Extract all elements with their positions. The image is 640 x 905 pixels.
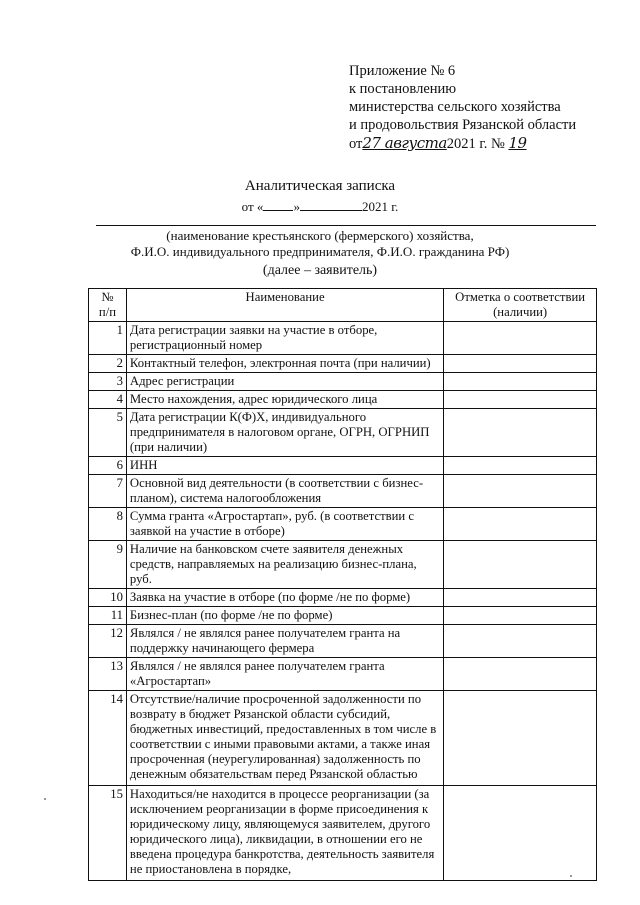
- row-mark-cell[interactable]: [444, 355, 597, 373]
- scan-speck: [44, 798, 46, 800]
- header-mark: Отметка о соответствии (наличии): [444, 289, 597, 322]
- row-name: Наличие на банковском счете заявителя денежных средств, направляемых на реализацию бизнес-плана, руб.: [126, 541, 443, 589]
- table-row: [89, 691, 597, 786]
- caption-line: (далее – заявитель): [262, 263, 378, 278]
- row-name: Место нахождения, адрес юридического лица: [126, 391, 443, 409]
- table-row: [89, 786, 597, 881]
- appendix-header: [349, 62, 576, 153]
- table-row: [89, 409, 597, 457]
- header-num-label: № п/п: [98, 290, 117, 319]
- appendix-line: к постановлению: [349, 81, 457, 97]
- row-name: Сумма гранта «Агростартап», руб. (в соответствии с заявкой на участие в отборе): [126, 508, 443, 541]
- appendix-line: Приложение № 6: [349, 63, 456, 79]
- scan-speck: [570, 875, 572, 877]
- row-name: Дата регистрации К(Ф)Х, индивидуального предпринимателя в налоговом органе, ОГРН, ОГРНИП (при наличии): [126, 409, 443, 457]
- appendix-line: министерства сельского хозяйства: [349, 99, 561, 115]
- row-mark-cell[interactable]: [444, 589, 597, 607]
- name-fill-line: [96, 225, 596, 226]
- table-row: [89, 355, 597, 373]
- date-suffix: 2021 г. №: [446, 136, 505, 152]
- row-name: Являлся / не являлся ранее получателем гранта на поддержку начинающего фермера: [126, 625, 443, 658]
- appendix-line: и продовольствия Рязанской области: [349, 117, 577, 133]
- row-mark-cell[interactable]: [444, 475, 597, 508]
- row-mark-cell[interactable]: [444, 607, 597, 625]
- document-date-line: [0, 198, 640, 215]
- row-number: 7: [89, 475, 127, 508]
- table-row: [89, 475, 597, 508]
- table-row: [89, 322, 597, 355]
- header-name: Наименование: [126, 289, 443, 322]
- row-number: 10: [89, 589, 127, 607]
- row-number: 2: [89, 355, 127, 373]
- row-name: Заявка на участие в отборе (по форме /не по форме): [126, 589, 443, 607]
- row-name: Отсутствие/наличие просроченной задолженности по возврату в бюджет Рязанской области субсидий, бюджетных инвестиций, предоставленных в том числе в соответствии с иными правовыми актами, а также иная просроченная (неурегулированная) задолженность по денежным обязательствам перед Рязанской областью: [126, 691, 443, 786]
- analysis-table: [88, 288, 597, 881]
- caption-line: (наименование крестьянского (фермерского) хозяйства,: [166, 228, 474, 243]
- row-name: Являлся / не являлся ранее получателем гранта «Агростартап»: [126, 658, 443, 691]
- row-number: 15: [89, 786, 127, 881]
- row-name: Основной вид деятельности (в соответствии с бизнес-планом), система налогообложения: [126, 475, 443, 508]
- table-row: [89, 391, 597, 409]
- table-row: [89, 541, 597, 589]
- row-mark-cell[interactable]: [444, 373, 597, 391]
- date-prefix: от: [349, 136, 363, 152]
- row-mark-cell[interactable]: [444, 786, 597, 881]
- handwritten-number: 19: [508, 134, 527, 152]
- row-name: Дата регистрации заявки на участие в отборе, регистрационный номер: [126, 322, 443, 355]
- row-number: 12: [89, 625, 127, 658]
- day-blank: [263, 198, 293, 211]
- row-mark-cell[interactable]: [444, 322, 597, 355]
- row-number: 11: [89, 607, 127, 625]
- date-line-year: 2021 г.: [361, 199, 399, 214]
- row-number: 13: [89, 658, 127, 691]
- row-number: 4: [89, 391, 127, 409]
- date-line-mid: »: [293, 199, 300, 214]
- row-number: 9: [89, 541, 127, 589]
- row-mark-cell[interactable]: [444, 658, 597, 691]
- row-name: Адрес регистрации: [126, 373, 443, 391]
- row-number: 8: [89, 508, 127, 541]
- row-number: 1: [89, 322, 127, 355]
- row-name: Находиться/не находится в процессе реорганизации (за исключением реорганизации в форме присоединения к юридическому лицу, являющемуся заявителем, другого юридического лица), ликвидации, в отношении его не введена процедура банкротства, деятельность заявителя не приостановлена в порядке,: [126, 786, 443, 881]
- table-row: [89, 373, 597, 391]
- table-row: [89, 508, 597, 541]
- caption-line: Ф.И.О. индивидуального предпринимателя, Ф.И.О. гражданина РФ): [130, 244, 510, 259]
- appendix-date-line: [349, 134, 576, 153]
- table-row: [89, 607, 597, 625]
- table-row: [89, 658, 597, 691]
- row-name: Бизнес-план (по форме /не по форме): [126, 607, 443, 625]
- table-row: [89, 457, 597, 475]
- row-number: 6: [89, 457, 127, 475]
- date-line-prefix: от «: [241, 199, 264, 214]
- row-mark-cell[interactable]: [444, 691, 597, 786]
- header-num: [89, 289, 127, 322]
- row-mark-cell[interactable]: [444, 391, 597, 409]
- row-mark-cell[interactable]: [444, 541, 597, 589]
- row-number: 14: [89, 691, 127, 786]
- row-number: 3: [89, 373, 127, 391]
- row-mark-cell[interactable]: [444, 457, 597, 475]
- table-row: [89, 589, 597, 607]
- row-mark-cell[interactable]: [444, 409, 597, 457]
- row-mark-cell[interactable]: [444, 508, 597, 541]
- table-row: [89, 625, 597, 658]
- row-mark-cell[interactable]: [444, 625, 597, 658]
- handwritten-date: 27 августа: [362, 134, 447, 152]
- document-title: Аналитическая записка: [244, 178, 396, 194]
- month-blank: [300, 198, 362, 211]
- row-number: 5: [89, 409, 127, 457]
- applicant-caption: [0, 228, 640, 279]
- row-name: ИНН: [126, 457, 443, 475]
- row-name: Контактный телефон, электронная почта (при наличии): [126, 355, 443, 373]
- table-header-row: [89, 289, 597, 322]
